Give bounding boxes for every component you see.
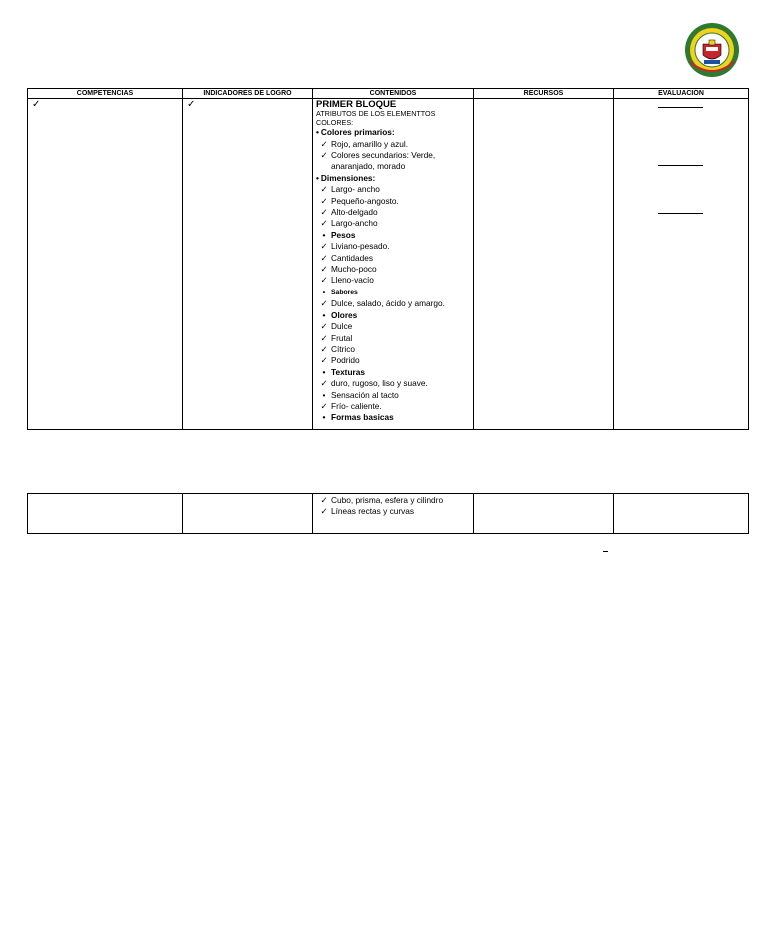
list-item (316, 173, 471, 184)
list-item-text: Pequeño-angosto. (331, 195, 399, 206)
header-row (28, 89, 749, 99)
list-item-text: Largo- ancho (331, 184, 380, 195)
list-item-text: Dimensiones: (320, 172, 376, 183)
check-mark-icon: ✓ (320, 343, 328, 354)
check-mark-icon: ✓ (320, 355, 328, 366)
list-item-text: Frutal (331, 332, 353, 343)
list-item (316, 184, 471, 195)
list-item-text: Lleno-vacío (331, 275, 374, 286)
contents-list (316, 127, 471, 424)
indicadores-cell (183, 494, 313, 534)
list-item-text: Alto-delgado (331, 207, 378, 218)
list-item (316, 253, 471, 264)
check-mark-icon: ✓ (320, 218, 328, 229)
list-item-text: Cantidades (331, 252, 373, 263)
block-title: PRIMER BLOQUE (316, 99, 397, 110)
list-item (316, 412, 471, 423)
list-item (316, 367, 471, 378)
list-item-text: Colores secundarios: Verde, anaranjado, morado (331, 150, 436, 172)
check-mark-icon: ✓ (320, 332, 328, 343)
list-item (316, 355, 471, 366)
list-item-text: Podrido (331, 355, 360, 366)
list-item (316, 310, 471, 321)
list-item-text: Sabores (331, 288, 358, 296)
list-item (316, 401, 471, 412)
list-item (316, 506, 471, 517)
list-item (316, 287, 471, 298)
list-item (316, 264, 471, 275)
content-row (28, 494, 749, 534)
page-dash-mark (603, 551, 608, 552)
evaluacion-cell (614, 494, 749, 534)
check-mark-icon: ✓ (32, 99, 41, 110)
list-item (316, 275, 471, 286)
list-item (316, 207, 471, 218)
plan-table-block-1 (27, 88, 749, 430)
check-mark-icon: ✓ (320, 241, 328, 252)
evaluation-blank-line (658, 107, 703, 108)
block-subtitle: ATRIBUTOS DE LOS ELEMENTTOS (316, 109, 436, 118)
list-item-text: Cubo, prisma, esfera y cilindro (331, 495, 444, 505)
school-emblem-logo (684, 22, 740, 78)
list-item-text: Dulce (331, 321, 353, 332)
list-item (316, 333, 471, 344)
list-item (316, 390, 471, 401)
recursos-cell (474, 494, 614, 534)
list-item (316, 344, 471, 355)
bullet-icon: • (322, 366, 326, 377)
check-mark-icon: ✓ (320, 184, 328, 195)
plan-table-block-2 (27, 493, 749, 534)
competencias-cell (28, 99, 183, 430)
list-item (316, 196, 471, 207)
bullet-icon: • (316, 172, 319, 183)
list-item-text: Mucho-poco (331, 264, 377, 275)
recursos-cell (474, 99, 614, 430)
check-mark-icon: ✓ (320, 264, 328, 275)
list-item (316, 230, 471, 241)
list-item-text: Olores (331, 309, 358, 320)
list-item-text: Frío- caliente. (331, 400, 382, 411)
bullet-icon: • (322, 389, 326, 400)
check-mark-icon: ✓ (320, 506, 328, 517)
evaluation-blank-line (658, 165, 703, 166)
contenidos-cell (313, 494, 474, 534)
list-item-text: Dulce, salado, ácido y amargo. (331, 298, 445, 309)
list-item-text: duro, rugoso, liso y suave. (331, 378, 428, 389)
contenidos-cell (313, 99, 474, 430)
list-item (316, 298, 471, 309)
check-mark-icon: ✓ (320, 378, 328, 389)
check-mark-icon: ✓ (320, 400, 328, 411)
list-item (316, 218, 471, 229)
block-subtitle-colores: COLORES: (316, 117, 354, 127)
list-item-text: Liviano-pesado. (331, 241, 390, 252)
list-item (316, 321, 471, 332)
list-item (316, 495, 471, 506)
list-item-text: Pesos (331, 229, 356, 240)
bullet-icon: • (322, 309, 326, 320)
list-item-text: Texturas (331, 366, 365, 377)
bullet-icon: • (322, 412, 326, 423)
list-item-text: Largo-ancho (331, 218, 378, 229)
competencias-cell (28, 494, 183, 534)
content-row (28, 99, 749, 430)
list-item-text: Sensación al tacto (331, 389, 399, 400)
list-item (316, 241, 471, 252)
list-item (316, 127, 471, 138)
header-evaluacion: EVALUACIÓN (614, 89, 749, 99)
check-mark-icon: ✓ (320, 275, 328, 286)
indicadores-cell (183, 99, 313, 430)
check-mark-icon: ✓ (320, 138, 328, 149)
list-item (316, 150, 471, 173)
list-item (316, 378, 471, 389)
header-contenidos: CONTENIDOS (313, 89, 474, 99)
check-mark-icon: ✓ (187, 99, 196, 110)
contents-list (316, 495, 471, 518)
evaluacion-cell (614, 99, 749, 430)
evaluation-blank-line (658, 213, 703, 214)
check-mark-icon: ✓ (320, 195, 328, 206)
list-item-text: Rojo, amarillo y azul. (331, 138, 409, 149)
bullet-icon: • (322, 288, 326, 296)
check-mark-icon: ✓ (320, 495, 328, 505)
header-indicadores: INDICADORES DE LOGRO (183, 89, 313, 99)
list-item-text: Líneas rectas y curvas (331, 506, 415, 517)
check-mark-icon: ✓ (320, 150, 328, 160)
check-mark-icon: ✓ (320, 207, 328, 218)
list-item-text: Cítrico (331, 343, 355, 354)
list-item-text: Formas basicas (331, 412, 394, 423)
bullet-icon: • (322, 229, 326, 240)
check-mark-icon: ✓ (320, 298, 328, 309)
list-item (316, 139, 471, 150)
check-mark-icon: ✓ (320, 321, 328, 332)
bullet-icon: • (316, 127, 319, 138)
list-item-text: Colores primarios: (320, 127, 395, 138)
header-competencias: COMPETENCIAS (28, 89, 183, 99)
header-recursos: RECURSOS (474, 89, 614, 99)
check-mark-icon: ✓ (320, 252, 328, 263)
